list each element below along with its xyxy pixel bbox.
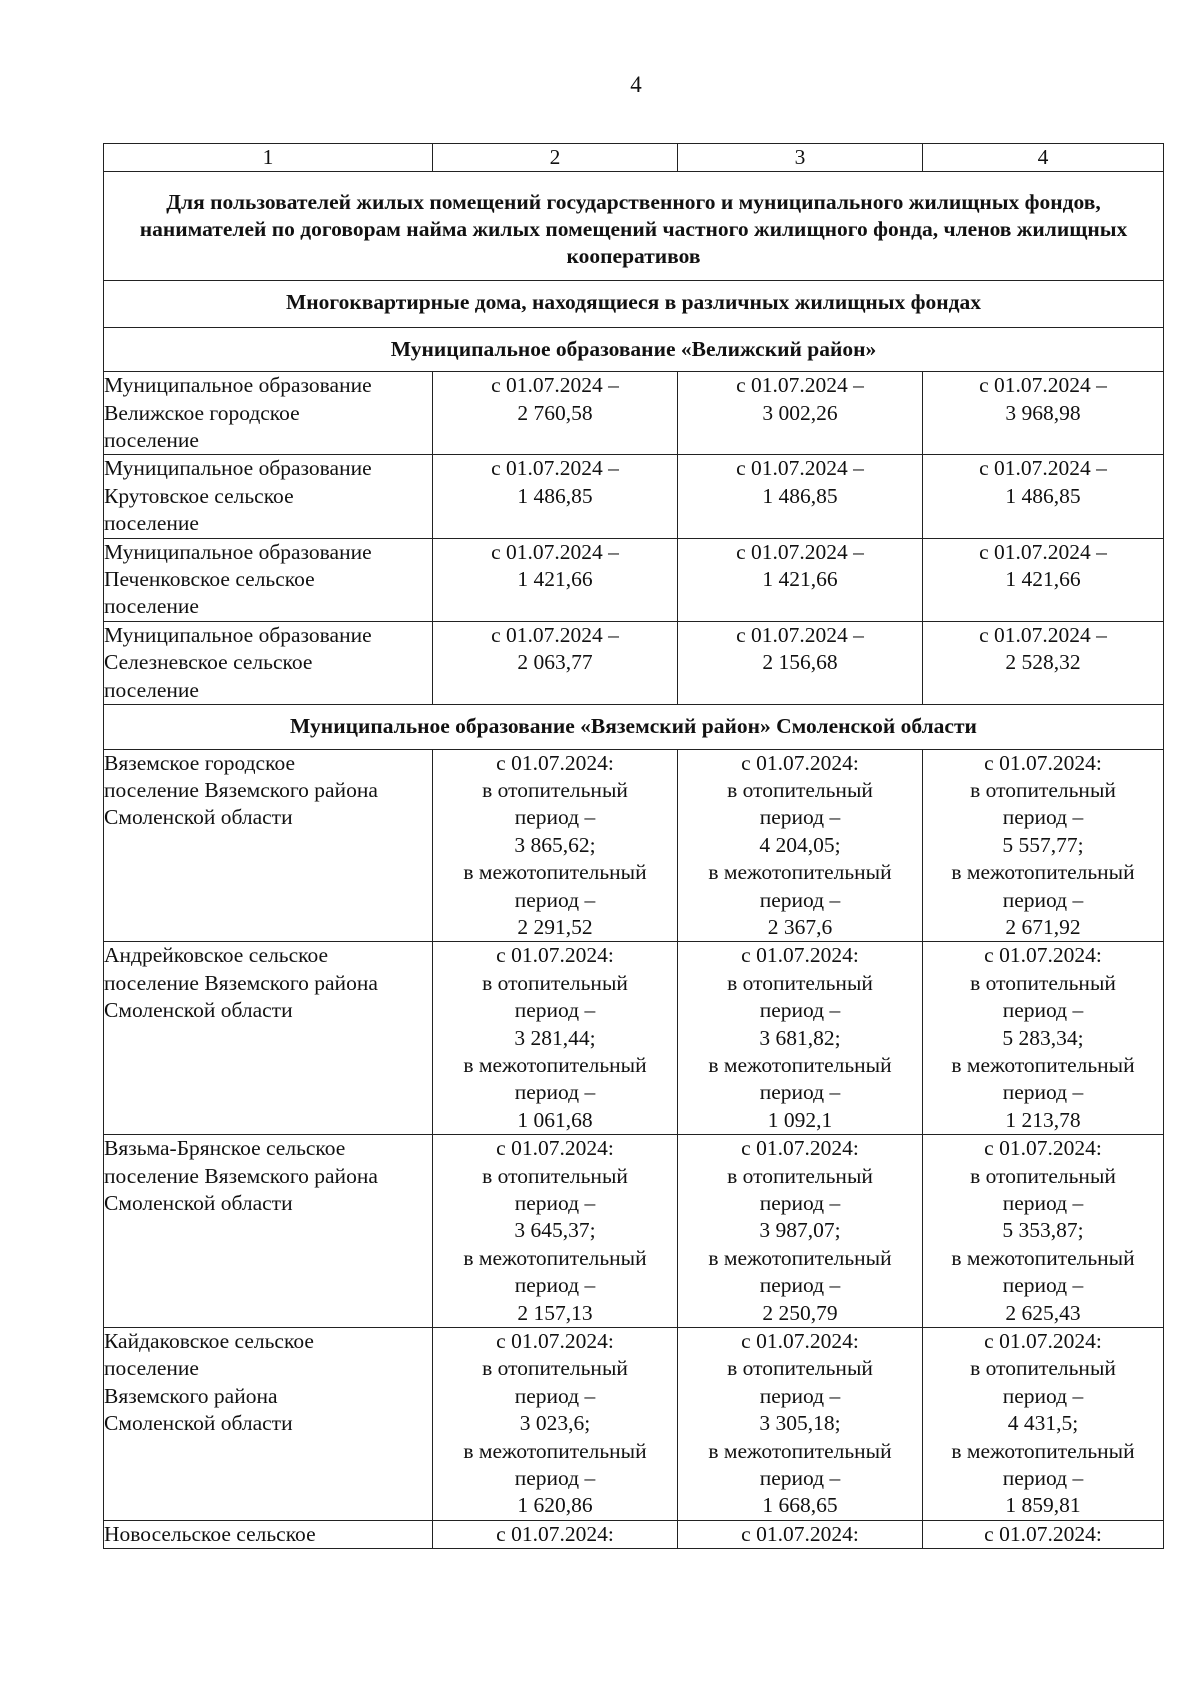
tariff-value-col-3 (678, 749, 923, 942)
tariff-value-col-2 (433, 538, 678, 621)
tariff-value-line: 1 486,85 (762, 483, 838, 508)
tariff-value-line: с 01.07.2024: (496, 750, 614, 775)
column-number: 3 (678, 144, 923, 172)
tariff-value-line: период – (514, 1383, 596, 1408)
settlement-name-line: Муниципальное образование (104, 456, 372, 481)
tariff-value-line: в межотопительный (463, 860, 647, 885)
tariff-value-line: период – (759, 1383, 841, 1408)
tariff-row (104, 372, 1164, 455)
tariff-value-line: 2 625,43 (1005, 1300, 1081, 1325)
tariff-value-line: 3 281,44; (514, 1025, 596, 1050)
tariff-value-line: 2 157,13 (517, 1300, 593, 1325)
tariff-value-line: в межотопительный (951, 860, 1135, 885)
tariff-value-line: период – (1002, 887, 1084, 912)
tariff-value-line: в отопительный (482, 1163, 628, 1188)
tariff-value-col-4 (923, 749, 1164, 942)
tariff-value-line: с 01.07.2024: (496, 943, 614, 968)
settlement-name-line: Крутовское сельское (104, 483, 294, 508)
tariff-value-line: период – (759, 1273, 841, 1298)
tariff-value-line: 1 421,66 (762, 567, 838, 592)
tariff-value-line: в отопительный (970, 777, 1116, 802)
tariff-value-line: 2 528,32 (1005, 650, 1081, 675)
tariff-value-line: с 01.07.2024 – (736, 622, 864, 647)
district-heading-row (104, 327, 1164, 371)
settlement-name-line: поселение (104, 511, 199, 536)
section-heading-row (104, 172, 1164, 281)
tariff-value-line: 3 645,37; (514, 1218, 596, 1243)
settlement-name-line: поселение (104, 428, 199, 453)
tariff-value-line: с 01.07.2024 – (979, 456, 1107, 481)
tariff-value-col-4 (923, 942, 1164, 1135)
settlement-name-line: Муниципальное образование (104, 373, 372, 398)
tariff-value-line: 3 002,26 (762, 400, 838, 425)
settlement-name-line: Смоленской области (104, 805, 293, 830)
tariff-value-line: период – (1002, 1383, 1084, 1408)
settlement-name-line: Вяземское городское (104, 750, 296, 775)
tariff-value-line: период – (759, 1080, 841, 1105)
tariff-value-line: в отопительный (970, 1163, 1116, 1188)
tariff-value-line: период – (514, 1191, 596, 1215)
tariff-row (104, 942, 1164, 1135)
tariff-value-col-3 (678, 455, 923, 538)
tariff-value-col-3 (678, 621, 923, 704)
tariff-value-line: 1 421,66 (1005, 567, 1081, 592)
tariff-value-line: с 01.07.2024 – (491, 456, 619, 481)
tariff-value-line: 3 305,18; (759, 1411, 841, 1436)
tariff-value-col-3 (678, 1520, 923, 1548)
subsection-heading-row (104, 281, 1164, 327)
tariff-value-line: 3 681,82; (759, 1025, 841, 1050)
tariff-value-line: в межотопительный (463, 1438, 647, 1463)
tariff-value-line: с 01.07.2024: (496, 1136, 614, 1161)
tariff-value-line: с 01.07.2024 – (736, 373, 864, 398)
tariff-value-col-2 (433, 1520, 678, 1548)
tariff-value-line: период – (759, 887, 841, 912)
tariff-value-line: с 01.07.2024: (984, 750, 1102, 775)
tariff-value-line: с 01.07.2024 – (979, 373, 1107, 398)
tariff-value-line: 2 367,6 (767, 914, 833, 939)
tariff-value-line: 2 291,52 (517, 914, 593, 939)
tariff-value-col-2 (433, 621, 678, 704)
tariff-value-line: период – (1002, 1466, 1084, 1491)
tariff-value-line: период – (1002, 1273, 1084, 1298)
tariff-value-line: период – (1002, 805, 1084, 830)
tariff-value-line: с 01.07.2024 – (736, 539, 864, 564)
tariff-row (104, 1328, 1164, 1521)
tariff-value-line: в отопительный (727, 1163, 873, 1188)
tariff-value-col-2 (433, 1135, 678, 1328)
subsection-heading: Многоквартирные дома, находящиеся в различных жилищных фондах (104, 281, 1164, 327)
settlement-name-line: Новосельское сельское (104, 1521, 316, 1546)
settlement-name (104, 1135, 433, 1328)
tariff-value-col-2 (433, 942, 678, 1135)
tariff-value-line: 2 671,92 (1005, 914, 1081, 939)
tariff-value-line: 1 213,78 (1005, 1107, 1081, 1132)
settlement-name-line: Смоленской области (104, 1191, 293, 1215)
tariff-value-line: с 01.07.2024 – (491, 622, 619, 647)
tariff-value-line: период – (759, 1466, 841, 1491)
column-number: 2 (433, 144, 678, 172)
settlement-name (104, 455, 433, 538)
tariff-value-line: с 01.07.2024: (984, 943, 1102, 968)
settlement-name-line: Смоленской области (104, 998, 293, 1023)
tariff-value-line: период – (514, 1466, 596, 1491)
tariff-value-line: период – (514, 1273, 596, 1298)
tariff-value-line: в отопительный (482, 777, 628, 802)
tariff-value-col-3 (678, 538, 923, 621)
column-number-row (104, 144, 1164, 172)
settlement-name (104, 621, 433, 704)
settlement-name-line: поселение Вяземского района (104, 970, 378, 995)
tariff-value-col-3 (678, 1135, 923, 1328)
tariff-value-line: 2 250,79 (762, 1300, 838, 1325)
tariff-value-line: с 01.07.2024: (496, 1329, 614, 1354)
tariff-value-line: с 01.07.2024: (984, 1329, 1102, 1354)
settlement-name-line: Вяземского района (104, 1383, 278, 1408)
settlement-name-line: Селезневское сельское (104, 650, 313, 675)
tariff-value-col-4 (923, 372, 1164, 455)
column-number: 4 (923, 144, 1164, 172)
tariff-value-line: в отопительный (482, 970, 628, 995)
settlement-name (104, 1520, 433, 1548)
tariff-value-line: период – (514, 887, 596, 912)
tariff-value-line: период – (514, 805, 596, 830)
tariff-value-col-4 (923, 1328, 1164, 1521)
tariff-value-line: в межотопительный (708, 1052, 892, 1077)
tariff-value-line: с 01.07.2024 – (979, 539, 1107, 564)
tariff-value-line: 5 353,87; (1002, 1218, 1084, 1243)
tariff-value-col-4 (923, 538, 1164, 621)
tariff-value-line: период – (759, 805, 841, 830)
tariff-value-line: с 01.07.2024: (741, 750, 859, 775)
tariff-value-line: 3 987,07; (759, 1218, 841, 1243)
tariff-value-line: в межотопительный (951, 1245, 1135, 1270)
settlement-name-line: Велижское городское (104, 400, 300, 425)
tariff-value-col-3 (678, 942, 923, 1135)
tariff-row (104, 455, 1164, 538)
tariff-value-line: 1 668,65 (762, 1493, 838, 1518)
tariff-value-line: 1 092,1 (767, 1107, 833, 1132)
section-heading: Для пользователей жилых помещений государственного и муниципального жилищных фондов, нанимателей по договорам найма жилых помещений частного жилищного фонда, членов жилищных кооперативов (104, 172, 1164, 281)
tariff-row (104, 1135, 1164, 1328)
settlement-name (104, 538, 433, 621)
tariff-value-line: с 01.07.2024 – (736, 456, 864, 481)
settlement-name-line: поселение Вяземского района (104, 777, 378, 802)
tariff-value-line: с 01.07.2024 – (979, 622, 1107, 647)
tariff-value-line: с 01.07.2024: (496, 1521, 614, 1546)
tariff-value-line: 1 061,68 (517, 1107, 593, 1132)
settlement-name-line: Андрейковское сельское (104, 943, 329, 968)
tariff-value-line: в отопительный (482, 1356, 628, 1381)
tariff-row (104, 749, 1164, 942)
settlement-name-line: Печенковское сельское (104, 567, 315, 592)
tariff-value-line: с 01.07.2024: (741, 943, 859, 968)
tariff-value-col-2 (433, 749, 678, 942)
tariff-value-line: период – (759, 998, 841, 1023)
tariff-value-line: с 01.07.2024: (984, 1521, 1102, 1546)
tariff-value-line: в межотопительный (708, 1438, 892, 1463)
tariff-value-line: 2 156,68 (762, 650, 838, 675)
settlement-name (104, 372, 433, 455)
tariff-value-line: 3 865,62; (514, 832, 596, 857)
tariff-value-line: 2 063,77 (517, 650, 593, 675)
tariff-value-line: в межотопительный (708, 1245, 892, 1270)
tariff-value-line: период – (1002, 1080, 1084, 1105)
tariff-value-line: с 01.07.2024: (984, 1136, 1102, 1161)
settlement-name-line: поселение Вяземского района (104, 1163, 378, 1188)
tariff-value-line: период – (514, 998, 596, 1023)
tariff-value-line: в отопительный (727, 777, 873, 802)
tariff-value-line: период – (1002, 1191, 1084, 1215)
settlement-name-line: Муниципальное образование (104, 539, 372, 564)
tariff-value-line: в отопительный (727, 970, 873, 995)
tariff-value-col-4 (923, 1135, 1164, 1328)
tariff-value-line: 3 023,6; (519, 1411, 591, 1436)
tariff-value-line: 3 968,98 (1005, 400, 1081, 425)
settlement-name (104, 749, 433, 942)
tariff-value-line: в межотопительный (951, 1052, 1135, 1077)
settlement-name-line: Смоленской области (104, 1411, 293, 1436)
settlement-name-line: поселение (104, 594, 199, 619)
tariff-value-line: 4 204,05; (759, 832, 841, 857)
tariff-value-line: в межотопительный (463, 1052, 647, 1077)
settlement-name-line: поселение (104, 677, 199, 702)
tariff-value-line: 5 557,77; (1002, 832, 1084, 857)
settlement-name (104, 1328, 433, 1521)
tariff-row (104, 538, 1164, 621)
tariff-value-col-4 (923, 621, 1164, 704)
tariff-value-col-2 (433, 372, 678, 455)
tariff-value-col-4 (923, 455, 1164, 538)
tariff-value-col-2 (433, 455, 678, 538)
tariff-value-line: 4 431,5; (1007, 1411, 1079, 1436)
district-heading: Муниципальное образование «Вяземский район» Смоленской области (104, 705, 1164, 749)
tariff-value-line: в отопительный (727, 1356, 873, 1381)
tariff-value-line: в отопительный (970, 970, 1116, 995)
settlement-name-line: Кайдаковское сельское (104, 1329, 314, 1354)
tariff-value-line: в межотопительный (463, 1245, 647, 1270)
tariff-value-line: 1 486,85 (1005, 483, 1081, 508)
page-number: 4 (630, 72, 642, 97)
tariff-value-line: период – (1002, 998, 1084, 1023)
district-heading-row (104, 705, 1164, 749)
tariff-value-line: 1 486,85 (517, 483, 593, 508)
tariff-value-line: период – (759, 1191, 841, 1215)
settlement-name (104, 942, 433, 1135)
settlement-name-line: Вязьма-Брянское сельское (104, 1136, 346, 1161)
tariff-value-col-2 (433, 1328, 678, 1521)
tariff-value-col-3 (678, 1328, 923, 1521)
tariff-value-line: с 01.07.2024: (741, 1329, 859, 1354)
tariff-value-line: в межотопительный (951, 1438, 1135, 1463)
district-heading: Муниципальное образование «Велижский район» (104, 327, 1164, 371)
tariff-table (103, 143, 1164, 1549)
tariff-value-line: 1 859,81 (1005, 1493, 1081, 1518)
tariff-value-line: 1 620,86 (517, 1493, 593, 1518)
tariff-value-col-3 (678, 372, 923, 455)
tariff-value-line: с 01.07.2024: (741, 1521, 859, 1546)
tariff-row (104, 1520, 1164, 1548)
settlement-name-line: Муниципальное образование (104, 622, 372, 647)
column-number: 1 (104, 144, 433, 172)
tariff-value-line: в межотопительный (708, 860, 892, 885)
tariff-value-line: в отопительный (970, 1356, 1116, 1381)
tariff-value-line: с 01.07.2024: (741, 1136, 859, 1161)
tariff-value-line: 5 283,34; (1002, 1025, 1084, 1050)
tariff-value-line: с 01.07.2024 – (491, 373, 619, 398)
settlement-name-line: поселение (104, 1356, 199, 1381)
tariff-value-line: с 01.07.2024 – (491, 539, 619, 564)
tariff-value-line: период – (514, 1080, 596, 1105)
tariff-value-line: 2 760,58 (517, 400, 593, 425)
tariff-value-col-4 (923, 1520, 1164, 1548)
tariff-row (104, 621, 1164, 704)
tariff-value-line: 1 421,66 (517, 567, 593, 592)
